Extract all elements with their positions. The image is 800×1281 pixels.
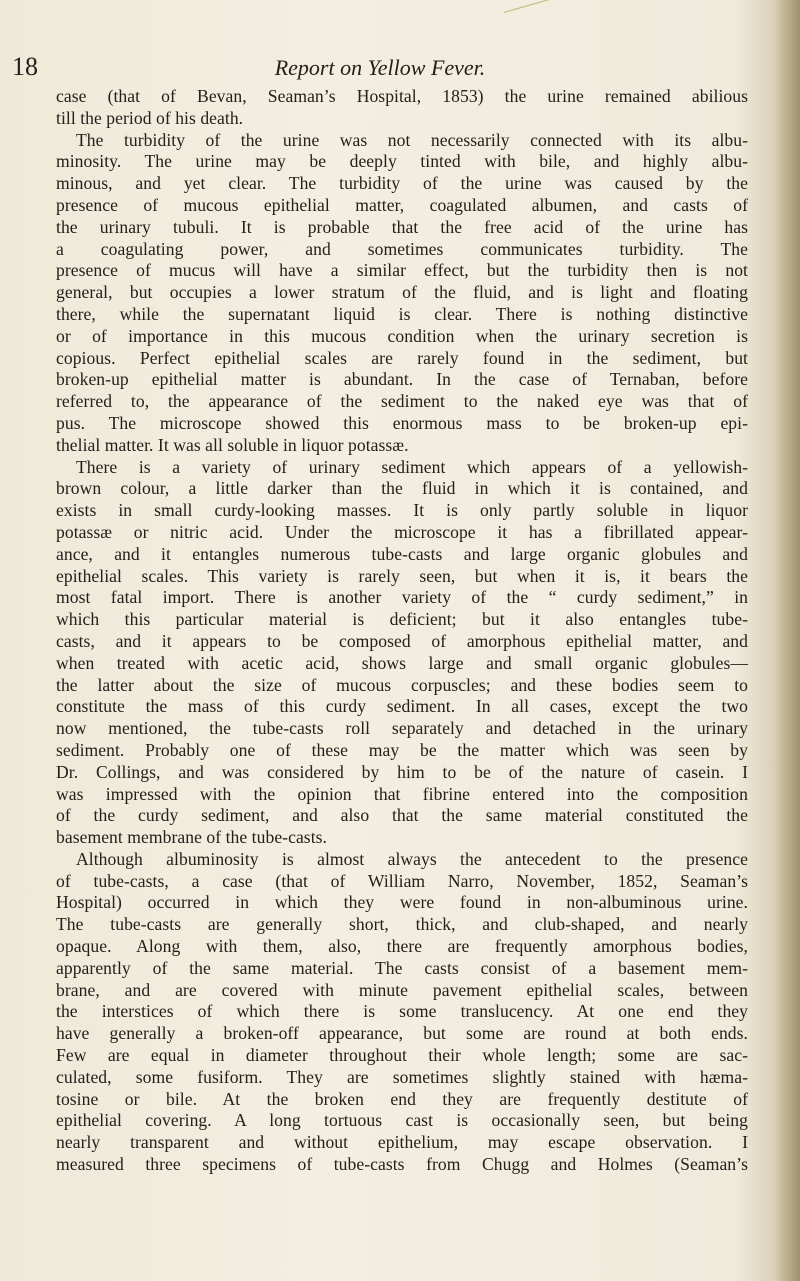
text-line: constitute the mass of this curdy sediment. In all cases, except the two (56, 696, 748, 717)
text-line: The turbidity of the urine was not necessarily connected with its albu- (76, 129, 748, 150)
text-line: epithelial covering. A long tortuous cast is occasionally seen, but being (56, 1110, 748, 1131)
text-line: till the period of his death. (56, 107, 244, 128)
text-line: general, but occupies a lower stratum of the fluid, and is light and floating (56, 282, 748, 303)
text-line: presence of mucus will have a similar effect, but the turbidity then is not (56, 260, 748, 281)
text-line: broken-up epithelial matter is abundant. In the case of Ternaban, before (56, 369, 748, 390)
text-line: now mentioned, the tube-casts roll separately and detached in the urinary (56, 718, 748, 739)
text-line: the interstices of which there is some translucency. At one end they (56, 1001, 748, 1022)
margin-pencil-mark (504, 0, 577, 30)
text-line: minosity. The urine may be deeply tinted with bile, and highly albu- (56, 151, 748, 172)
text-line: or of importance in this mucous condition when the urinary secretion is (56, 325, 748, 346)
text-line: when treated with acetic acid, shows large and small organic globules— (56, 652, 748, 673)
text-line: case (that of Bevan, Seaman’s Hospital, 1853) the urine remained abilious (56, 86, 748, 106)
text-line: copious. Perfect epithelial scales are rarely found in the sediment, but (56, 347, 748, 368)
body-text (56, 86, 748, 1176)
text-line: sediment. Probably one of these may be the matter which was seen by (56, 739, 748, 760)
text-line: opaque. Along with them, also, there are frequently amorphous bodies, (56, 936, 748, 957)
text-line: potassæ or nitric acid. Under the microscope it has a fibrillated appear- (56, 521, 748, 542)
text-line: pus. The microscope showed this enormous mass to be broken-up epi- (56, 412, 748, 433)
text-line: brown colour, a little darker than the fluid in which it is contained, and (56, 478, 748, 499)
text-line: minous, and yet clear. The turbidity of the urine was caused by the (56, 173, 748, 194)
text-line: of the curdy sediment, and also that the same material constituted the (56, 805, 748, 826)
text-line: thelial matter. It was all soluble in liquor potassæ. (56, 434, 409, 455)
text-line: the latter about the size of mucous corpuscles; and these bodies seem to (56, 674, 748, 695)
running-head: Report on Yellow Fever. (274, 55, 486, 80)
text-line: of tube-casts, a case (that of William Narro, November, 1852, Seaman’s (56, 870, 748, 891)
text-line: presence of mucous epithelial matter, coagulated albumen, and casts of (56, 194, 748, 215)
page-number: 18 (12, 52, 38, 81)
page-header (0, 52, 760, 86)
text-line: which this particular material is deficient; but it also entangles tube- (56, 609, 748, 630)
text-line: was impressed with the opinion that fibrine entered into the composition (56, 783, 748, 804)
text-line: have generally a broken-off appearance, but some are round at both ends. (56, 1023, 748, 1044)
text-line: epithelial scales. This variety is rarely seen, but when it is, it bears the (56, 565, 748, 586)
text-line: there, while the supernatant liquid is clear. There is nothing distinctive (56, 303, 748, 324)
text-line: casts, and it appears to be composed of amorphous epithelial matter, and (56, 630, 748, 651)
text-line: There is a variety of urinary sediment which appears of a yellowish- (76, 456, 748, 477)
text-line: most fatal import. There is another variety of the “ curdy sediment,” in (56, 587, 748, 608)
text-line: Dr. Collings, and was considered by him to be of the nature of casein. I (56, 761, 748, 782)
text-line: exists in small curdy-looking masses. It is only partly soluble in liquor (56, 500, 748, 521)
text-line: tosine or bile. At the broken end they are frequently destitute of (56, 1088, 748, 1109)
text-line: apparently of the same material. The casts consist of a basement mem- (56, 957, 748, 978)
text-line: basement membrane of the tube-casts. (56, 827, 327, 848)
text-line: referred to, the appearance of the sediment to the naked eye was that of (56, 391, 748, 412)
text-line: ance, and it entangles numerous tube-casts and large organic globules and (56, 543, 748, 564)
text-line: Few are equal in diameter throughout their whole length; some are sac- (56, 1045, 748, 1066)
text-line: nearly transparent and without epithelium, may escape observation. I (56, 1132, 748, 1153)
text-line: Although albuminosity is almost always the antecedent to the presence (76, 848, 748, 869)
page-edge-shadow (774, 0, 800, 1281)
text-line: culated, some fusiform. They are sometimes slightly stained with hæma- (56, 1066, 748, 1087)
text-line: measured three specimens of tube-casts from Chugg and Holmes (Seaman’s (56, 1154, 748, 1175)
text-line: the urinary tubuli. It is probable that the free acid of the urine has (56, 216, 748, 237)
text-line: brane, and are covered with minute pavement epithelial scales, between (56, 979, 748, 1000)
text-line: a coagulating power, and sometimes communicates turbidity. The (56, 238, 748, 259)
text-line: Hospital) occurred in which they were found in non-albuminous urine. (56, 892, 748, 913)
text-line: The tube-casts are generally short, thick, and club-shaped, and nearly (56, 914, 748, 935)
